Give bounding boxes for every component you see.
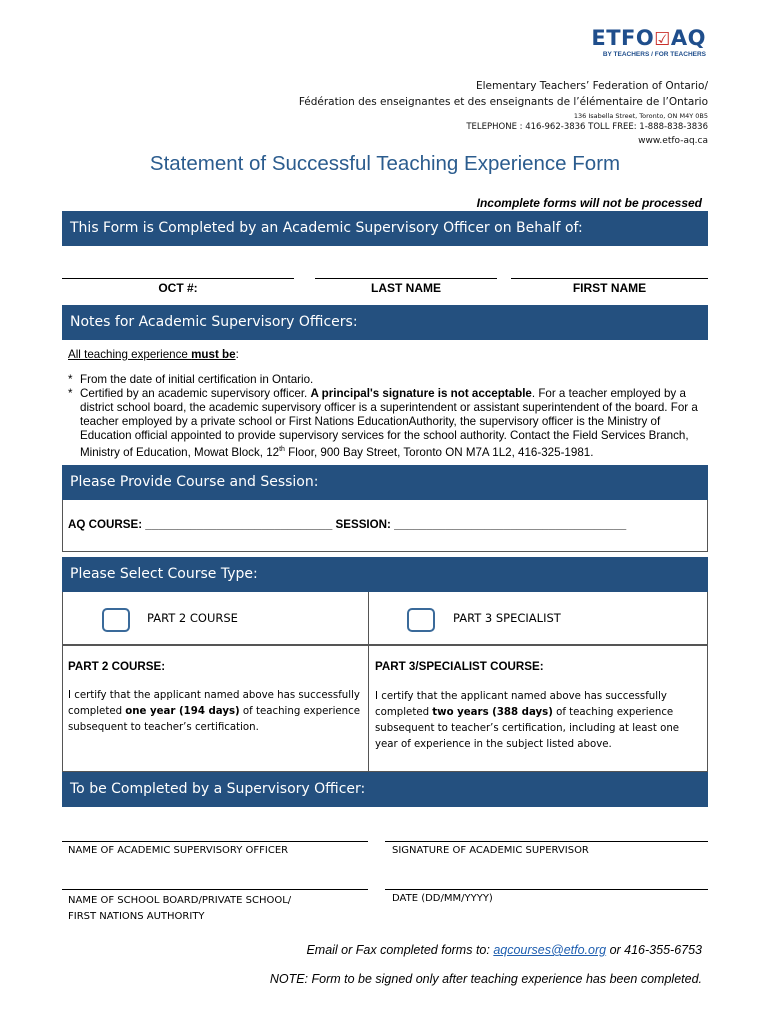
logo-word: ETFO (591, 26, 655, 50)
last-name-field[interactable] (315, 278, 497, 279)
part-2-cert-c: of teaching experience subsequent to teacher’s certification. (68, 706, 361, 733)
signing-note: NOTE: Form to be signed only after teaching experience has been completed. (269, 972, 702, 986)
note-bullet-2-a: Certified by an academic supervisory officer. (80, 387, 311, 400)
part-3-option-label: PART 3 SPECIALIST (453, 611, 561, 625)
section-header-course-type: Please Select Course Type: (62, 557, 708, 592)
school-board-field[interactable] (62, 889, 368, 890)
bullet-asterisk: * (68, 373, 73, 386)
part-2-cert-a: I certify that the applicant named above has successfully completed (68, 690, 360, 717)
org-website: www.etfo-aq.ca (638, 136, 708, 146)
first-name-field[interactable] (511, 278, 708, 279)
part-2-cert-duration: one year (194 days) (125, 706, 240, 717)
submission-text: Email or Fax completed forms to: (306, 943, 494, 957)
note-bullet-1-text: From the date of initial certification in Ontario. (80, 373, 314, 386)
org-line-1: Elementary Teachers’ Federation of Ontario/ (475, 80, 708, 92)
form-title: Statement of Successful Teaching Experience Form (149, 152, 621, 175)
school-board-label-line-1: NAME OF SCHOOL BOARD/PRIVATE SCHOOL/ (68, 895, 292, 906)
org-phone: TELEPHONE : 416-962-3836 TOLL FREE: 1-888-838-3836 (466, 122, 708, 132)
oct-number-field[interactable] (62, 278, 294, 279)
note-bullet-2-sup: th (279, 446, 285, 453)
school-board-label (68, 893, 291, 925)
note-bullet-2-d: Floor, 900 Bay Street, Toronto ON M7A 1L2, 416-325-1981. (284, 445, 594, 459)
note-bullet-2-c: . For a teacher employed by a district school board, the academic supervisory officer is a superintendent or assistant superintendent of the board. For a teacher employed by a private school or First Nations EducationAuthority, the supervisory officer is the Ministry of Education official appointed to provide supervisory services for the school authority. Contact the Field Services Branch, Ministry of Education, Mowat Block, 12 (80, 387, 698, 459)
org-line-2: Fédération des enseignantes et des enseignants de l’élémentaire de l’Ontario (298, 96, 708, 108)
part-2-cert-text (68, 688, 363, 736)
date-label: DATE (DD/MM/YYYY) (392, 893, 493, 904)
notes-intro (68, 348, 239, 362)
supervisor-signature-label: SIGNATURE OF ACADEMIC SUPERVISOR (392, 845, 589, 856)
notes-intro-emphasis: must be (191, 348, 236, 361)
notes-intro-colon: : (235, 348, 239, 361)
submission-instructions (306, 943, 702, 957)
bullet-asterisk: * (68, 387, 73, 400)
section-header-notes: Notes for Academic Supervisory Officers: (62, 305, 708, 340)
supervisor-signature-field[interactable] (385, 841, 708, 842)
part-2-checkbox[interactable] (102, 608, 130, 632)
note-bullet-2 (68, 387, 702, 460)
section-header-course-session: Please Provide Course and Session: (62, 465, 708, 500)
section-header-applicant: This Form is Completed by an Academic Supervisory Officer on Behalf of: (62, 211, 708, 246)
course-session-line[interactable]: AQ COURSE: _____________________________ SESSION: ____________________________________ (68, 518, 627, 531)
section-header-supervisory-officer: To be Completed by a Supervisory Officer: (62, 772, 708, 807)
part-3-cert-text (375, 689, 685, 753)
school-board-label-line-2: FIRST NATIONS AUTHORITY (68, 911, 205, 922)
oct-number-label: OCT #: (158, 281, 198, 295)
incomplete-note: Incomplete forms will not be processed (476, 196, 702, 210)
note-bullet-2-bold: A principal's signature is not acceptable (310, 387, 532, 400)
part-3-cert-a: I certify that the applicant named above has successfully completed (375, 691, 667, 718)
part-3-cert-title: PART 3/SPECIALIST COURSE: (375, 660, 544, 673)
logo-aq: AQ (670, 26, 706, 50)
fax-text: or 416-355-6753 (606, 943, 702, 957)
last-name-label: LAST NAME (371, 281, 441, 295)
part-3-cert-c: of teaching experience subsequent to teacher’s certification, including at least one year of experience in the subject listed above. (375, 707, 680, 750)
part-3-checkbox[interactable] (407, 608, 435, 632)
part-3-cert-duration: two years (388 days) (432, 707, 553, 718)
org-address: 136 Isabella Street, Toronto, ON M4Y 0B5 (573, 112, 708, 120)
notes-intro-text: All teaching experience (68, 348, 192, 361)
email-link[interactable]: aqcourses@etfo.org (493, 943, 607, 957)
logo-tagline: BY TEACHERS / FOR TEACHERS (602, 51, 706, 58)
part-2-cert-title: PART 2 COURSE: (68, 660, 166, 673)
note-bullet-1 (68, 373, 702, 387)
first-name-label: FIRST NAME (572, 281, 647, 295)
etfo-aq-logo (586, 26, 706, 58)
officer-name-field[interactable] (62, 841, 368, 842)
officer-name-label: NAME OF ACADEMIC SUPERVISORY OFFICER (68, 845, 289, 856)
checkmark-icon: ☑ (654, 29, 671, 50)
part-2-option-label: PART 2 COURSE (147, 611, 238, 625)
date-field[interactable] (385, 889, 708, 890)
